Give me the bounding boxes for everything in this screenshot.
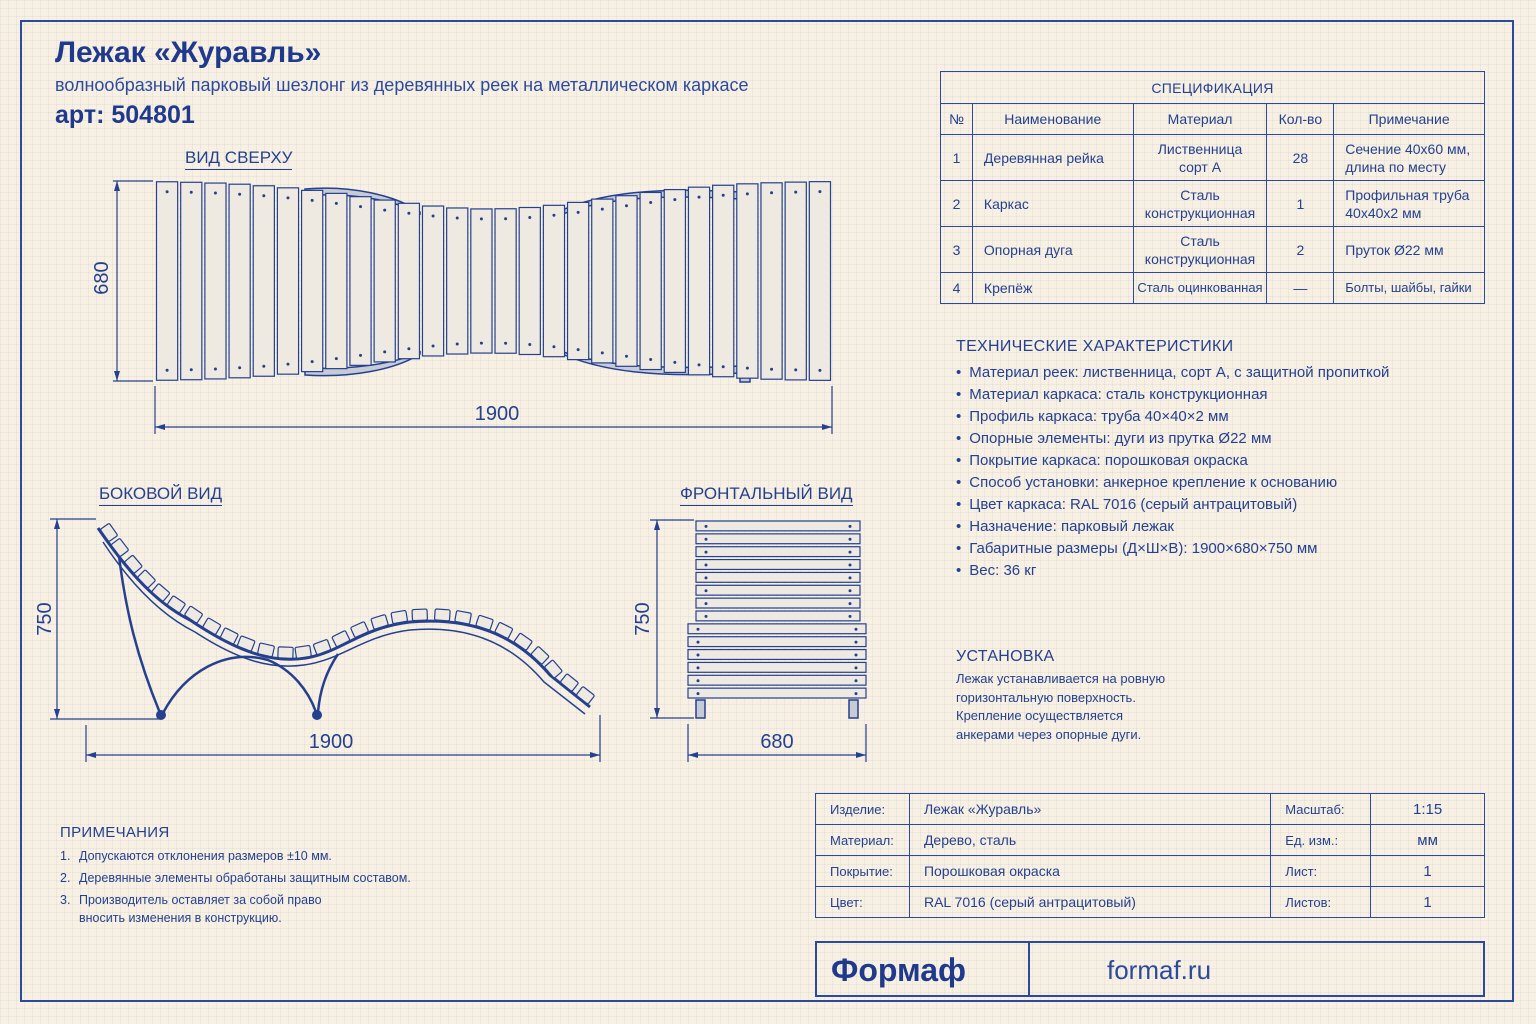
slat <box>664 190 685 373</box>
slat-bolt <box>746 367 749 370</box>
spec-note: Сечение 40х60 мм, длина по месту <box>1334 135 1485 181</box>
slat-bolt <box>705 576 708 579</box>
slat <box>688 688 866 698</box>
slat <box>785 182 806 380</box>
stamp-value: 1 <box>1371 856 1485 887</box>
top-view-label: ВИД СВЕРХУ <box>185 148 292 170</box>
stamp-label: Лист: <box>1271 856 1371 887</box>
slat-board <box>495 209 516 353</box>
top-width-dim: 1900 <box>474 403 520 425</box>
stamp-label: Материал: <box>816 825 910 856</box>
stamp-label: Масштаб: <box>1271 794 1371 825</box>
slat <box>696 572 860 582</box>
spec-header-material: Материал <box>1133 104 1267 135</box>
slat-bolt <box>577 348 580 351</box>
slat-bolt <box>601 208 604 211</box>
table-row <box>941 181 1485 227</box>
slat-board <box>374 200 395 362</box>
slat <box>181 182 202 379</box>
install-line: Лежак устанавливается на ровную <box>956 671 1166 686</box>
slat-bolt <box>238 193 241 196</box>
slat <box>184 606 203 623</box>
spec-material: Лиственница сорт А <box>1133 135 1267 181</box>
spec-no: 4 <box>941 273 973 304</box>
spec-name: Деревянная рейка <box>972 135 1133 181</box>
slat <box>350 197 371 366</box>
slat-board <box>181 182 202 379</box>
slat-bolt <box>383 350 386 353</box>
slat-bolt <box>698 196 701 199</box>
spec-no: 2 <box>941 181 973 227</box>
list-item: 3. Производитель оставляет за собой право вносить изменения в конструкцию. <box>60 893 322 925</box>
slat-bolt <box>190 368 193 371</box>
stamp-label: Покрытие: <box>816 856 910 887</box>
slat-bolt <box>407 212 410 215</box>
slat-board <box>785 182 806 380</box>
slat-bolt <box>552 345 555 348</box>
slat-bolt <box>456 216 459 219</box>
slat <box>737 184 758 378</box>
spec-material: Сталь конструкционная <box>1133 181 1267 227</box>
slat-bolt <box>214 192 217 195</box>
slat-bolt <box>770 191 773 194</box>
slat-bolt <box>359 354 362 357</box>
article-number: арт: 504801 <box>55 101 195 129</box>
brand-name: Формаф <box>831 952 967 988</box>
slat <box>696 547 860 557</box>
side-view-frame <box>98 528 590 720</box>
front-view <box>632 520 866 762</box>
slat <box>519 208 540 355</box>
slat-bolt <box>705 615 708 618</box>
slat-bolt <box>335 357 338 360</box>
slat-bolt <box>504 217 507 220</box>
slat <box>253 186 274 376</box>
slat <box>434 609 450 621</box>
slat-bolt <box>705 602 708 605</box>
slat-bolt <box>697 679 700 682</box>
stamp-value: Порошковая окраска <box>909 856 1270 887</box>
side-height-dim: 750 <box>34 602 56 636</box>
list-item: • Профиль каркаса: труба 40×40×2 мм <box>956 406 1389 428</box>
slat <box>277 188 298 374</box>
slat-bolt <box>698 363 701 366</box>
spec-qty: — <box>1267 273 1334 304</box>
stamp-value: Лежак «Журавль» <box>909 794 1270 825</box>
slat-bolt <box>286 196 289 199</box>
slat-bolt <box>818 190 821 193</box>
slat-bolt <box>601 351 604 354</box>
stamp-label: Цвет: <box>816 887 910 918</box>
side-width-dim: 1900 <box>308 731 354 753</box>
product-title: Лежак «Журавль» <box>55 36 322 69</box>
slat <box>616 196 637 367</box>
slat-board <box>592 199 613 363</box>
slat-board <box>696 560 860 570</box>
list-item: • Габаритные размеры (Д×Ш×В): 1900×680×750 мм <box>956 538 1389 560</box>
table-row <box>816 825 1485 856</box>
spec-material: Сталь оцинкованная <box>1133 273 1267 304</box>
slat-bolt <box>528 216 531 219</box>
slat-bolt <box>286 363 289 366</box>
slat <box>576 686 595 704</box>
slat <box>560 674 579 692</box>
slat-board <box>471 209 492 353</box>
slat <box>374 200 395 362</box>
slat-bolt <box>697 641 700 644</box>
spec-no: 3 <box>941 227 973 273</box>
slat <box>688 187 709 375</box>
tech-section <box>956 338 1389 582</box>
slat-board <box>737 184 758 378</box>
slat-bolt <box>166 190 169 193</box>
slat <box>398 203 419 358</box>
slat-bolt <box>722 194 725 197</box>
title-block <box>815 793 1485 918</box>
slat-bolt <box>552 214 555 217</box>
slat <box>809 182 830 381</box>
slat-bolt <box>625 355 628 358</box>
slat-board <box>277 188 298 374</box>
slat <box>495 209 516 353</box>
slat <box>592 199 613 363</box>
slat <box>640 192 661 369</box>
stamp-value: 1:15 <box>1371 794 1485 825</box>
slat-bolt <box>705 525 708 528</box>
slat-bolt <box>311 360 314 363</box>
spec-header-note: Примечание <box>1334 104 1485 135</box>
list-item: • Опорные элементы: дуги из прутка Ø22 мм <box>956 428 1389 450</box>
slat <box>220 628 238 645</box>
slat <box>152 583 171 601</box>
table-row <box>941 227 1485 273</box>
slat-board <box>302 190 323 371</box>
spec-qty: 28 <box>1267 135 1334 181</box>
slat <box>157 182 178 380</box>
spec-header-qty: Кол-во <box>1267 104 1334 135</box>
slat <box>412 609 427 621</box>
slat-bolt <box>383 209 386 212</box>
slat-bolt <box>480 342 483 345</box>
list-item: • Вес: 36 кг <box>956 560 1389 582</box>
slat <box>203 618 222 635</box>
slat-board <box>696 521 860 531</box>
slat-board <box>688 624 866 634</box>
slat <box>137 570 155 588</box>
brand-site[interactable]: formaf.ru <box>1107 955 1212 985</box>
slat <box>568 202 589 359</box>
slat-board <box>422 206 443 356</box>
slat-bolt <box>705 538 708 541</box>
slat-bolt <box>855 641 858 644</box>
slat <box>696 560 860 570</box>
slat-bolt <box>849 602 852 605</box>
slat-bolt <box>697 666 700 669</box>
slat <box>514 633 533 651</box>
slat-board <box>350 197 371 366</box>
slat-bolt <box>311 199 314 202</box>
slat-bolt <box>849 538 852 541</box>
list-item: • Материал каркаса: сталь конструкционная <box>956 384 1389 406</box>
slat-bolt <box>625 204 628 207</box>
side-view-label: БОКОВОЙ ВИД <box>99 484 222 506</box>
table-row <box>816 794 1485 825</box>
front-view-legs <box>696 700 858 718</box>
slat <box>688 662 866 672</box>
slat <box>696 534 860 544</box>
slat-bolt <box>770 368 773 371</box>
slat-bolt <box>190 191 193 194</box>
slat-bolt <box>794 368 797 371</box>
slat-board <box>696 598 860 608</box>
brand-block <box>815 941 1485 997</box>
front-view-slats <box>688 521 866 698</box>
slat-board <box>640 192 661 369</box>
slat-bolt <box>818 369 821 372</box>
slat-bolt <box>855 679 858 682</box>
slat <box>696 611 860 621</box>
list-item: 2. Деревянные элементы обработаны защитным составом. <box>60 871 411 885</box>
spec-qty: 2 <box>1267 227 1334 273</box>
spec-material: Сталь конструкционная <box>1133 227 1267 273</box>
slat <box>447 208 468 354</box>
list-item: • Назначение: парковый лежак <box>956 516 1389 538</box>
spec-name: Крепёж <box>972 273 1133 304</box>
slat <box>696 598 860 608</box>
slat-bolt <box>262 194 265 197</box>
slat-board <box>688 187 709 375</box>
slat-bolt <box>849 564 852 567</box>
slat <box>495 622 513 639</box>
install-line: горизонтальную поверхность. <box>956 689 1136 705</box>
spec-note: Профильная труба 40х40х2 мм <box>1334 181 1485 227</box>
slat-board <box>664 190 685 373</box>
notes-section <box>60 824 411 931</box>
list-item: • Покрытие каркаса: порошковая окраска <box>956 450 1389 472</box>
slat-bolt <box>855 654 858 657</box>
slat-board <box>809 182 830 381</box>
install-title: УСТАНОВКА <box>956 648 1055 665</box>
stamp-label: Ед. изм.: <box>1271 825 1371 856</box>
slat-board <box>688 650 866 660</box>
specification-caption: СПЕЦИФИКАЦИЯ <box>941 72 1485 104</box>
slat <box>713 185 734 376</box>
slat <box>688 624 866 634</box>
spec-name: Каркас <box>972 181 1133 227</box>
stamp-label: Изделие: <box>816 794 910 825</box>
slat <box>531 646 549 664</box>
slat <box>100 523 118 542</box>
slat-board <box>398 203 419 358</box>
install-line: анкерами через опорные дуги. <box>956 726 1142 742</box>
slat-board <box>253 186 274 376</box>
slat-board <box>713 185 734 376</box>
slat-board <box>696 534 860 544</box>
slat-bolt <box>697 628 700 631</box>
slat-bolt <box>359 205 362 208</box>
list-item: • Материал реек: лиственница, сорт А, с защитной пропиткой <box>956 362 1389 384</box>
slat-board <box>616 196 637 367</box>
spec-note: Пруток Ø22 мм <box>1334 227 1485 273</box>
slat-bolt <box>166 369 169 372</box>
slat-board <box>688 675 866 685</box>
slat-bolt <box>504 342 507 345</box>
spec-header-no: № <box>941 104 973 135</box>
slat <box>688 650 866 660</box>
slat <box>688 637 866 647</box>
slat <box>696 521 860 531</box>
slat-bolt <box>214 367 217 370</box>
front-height-dim: 750 <box>632 602 654 636</box>
slat-bolt <box>238 366 241 369</box>
brand-divider <box>1028 943 1030 995</box>
stamp-label: Листов: <box>1271 887 1371 918</box>
spec-qty: 1 <box>1267 181 1334 227</box>
table-row <box>816 856 1485 887</box>
tech-list <box>956 362 1389 582</box>
slat-bolt <box>673 198 676 201</box>
slat-board <box>696 572 860 582</box>
spec-header-name: Наименование <box>972 104 1133 135</box>
slat <box>124 555 142 574</box>
list-item: • Цвет каркаса: RAL 7016 (серый антрацитовый) <box>956 494 1389 516</box>
slat-bolt <box>849 615 852 618</box>
slat <box>111 538 129 557</box>
slat <box>229 184 250 378</box>
side-view-slats <box>100 523 594 704</box>
slat-bolt <box>456 343 459 346</box>
front-width-dim: 680 <box>760 731 794 753</box>
slat <box>688 675 866 685</box>
slat-bolt <box>697 692 700 695</box>
slat-bolt <box>407 347 410 350</box>
slat <box>278 647 293 659</box>
slat-bolt <box>855 692 858 695</box>
slat-bolt <box>705 551 708 554</box>
stamp-value: мм <box>1371 825 1485 856</box>
slat-bolt <box>480 217 483 220</box>
slat-board <box>688 637 866 647</box>
stamp-value: 1 <box>1371 887 1485 918</box>
product-subtitle: волнообразный парковый шезлонг из деревянных реек на металлическом каркасе <box>55 75 749 95</box>
notes-title: ПРИМЕЧАНИЯ <box>60 824 170 841</box>
slat-bolt <box>849 576 852 579</box>
slat-board <box>761 183 782 379</box>
slat-bolt <box>649 358 652 361</box>
front-view-label: ФРОНТАЛЬНЫЙ ВИД <box>680 484 853 506</box>
slat <box>761 183 782 379</box>
slat-bolt <box>673 361 676 364</box>
slat <box>302 190 323 371</box>
slat-board <box>447 208 468 354</box>
stamp-value: RAL 7016 (серый антрацитовый) <box>909 887 1270 918</box>
specification-table <box>940 71 1485 304</box>
table-row <box>941 135 1485 181</box>
install-section <box>956 648 1216 744</box>
slat-board <box>568 202 589 359</box>
slat-bolt <box>855 628 858 631</box>
slat-board <box>229 184 250 378</box>
slat-board <box>696 585 860 595</box>
slat <box>295 645 311 658</box>
stamp-value: Дерево, сталь <box>909 825 1270 856</box>
slat <box>167 596 186 614</box>
install-line: Крепление осуществляется <box>956 708 1124 723</box>
slat <box>471 209 492 353</box>
spec-no: 1 <box>941 135 973 181</box>
top-view-slats <box>157 182 831 381</box>
spec-note: Болты, шайбы, гайки <box>1334 273 1485 304</box>
slat-bolt <box>746 192 749 195</box>
slat-bolt <box>705 564 708 567</box>
slat-bolt <box>697 654 700 657</box>
slat-bolt <box>849 551 852 554</box>
slat-board <box>696 611 860 621</box>
slat-bolt <box>577 211 580 214</box>
slat-bolt <box>794 191 797 194</box>
slat-bolt <box>262 365 265 368</box>
slat <box>326 193 347 368</box>
spec-name: Опорная дуга <box>972 227 1133 273</box>
slat-board <box>688 688 866 698</box>
slat-bolt <box>849 525 852 528</box>
slat <box>422 206 443 356</box>
slat-board <box>688 662 866 672</box>
slat-bolt <box>722 365 725 368</box>
slat-bolt <box>705 589 708 592</box>
slat-bolt <box>649 201 652 204</box>
notes-list <box>60 847 411 927</box>
side-view <box>34 519 600 762</box>
slat-board <box>696 547 860 557</box>
slat <box>455 611 472 625</box>
slat <box>696 585 860 595</box>
list-item: 1. Допускаются отклонения размеров ±10 мм. <box>60 849 332 863</box>
slat-bolt <box>432 215 435 218</box>
list-item: • Способ установки: анкерное крепление к основанию <box>956 472 1389 494</box>
top-view <box>91 181 832 434</box>
slat-bolt <box>855 666 858 669</box>
slat-bolt <box>432 344 435 347</box>
table-row <box>941 273 1485 304</box>
slat <box>543 205 564 356</box>
slat-bolt <box>849 589 852 592</box>
slat-bolt <box>335 202 338 205</box>
tech-title: ТЕХНИЧЕСКИЕ ХАРАКТЕРИСТИКИ <box>956 338 1234 355</box>
slat <box>544 660 562 679</box>
top-height-dim: 680 <box>91 261 113 295</box>
slat <box>332 630 350 647</box>
slat-board <box>157 182 178 380</box>
table-row <box>816 887 1485 918</box>
slat-board <box>543 205 564 356</box>
slat-board <box>205 183 226 379</box>
slat <box>391 610 408 623</box>
slat <box>205 183 226 379</box>
slat-board <box>326 193 347 368</box>
slat-board <box>519 208 540 355</box>
slat-bolt <box>528 343 531 346</box>
